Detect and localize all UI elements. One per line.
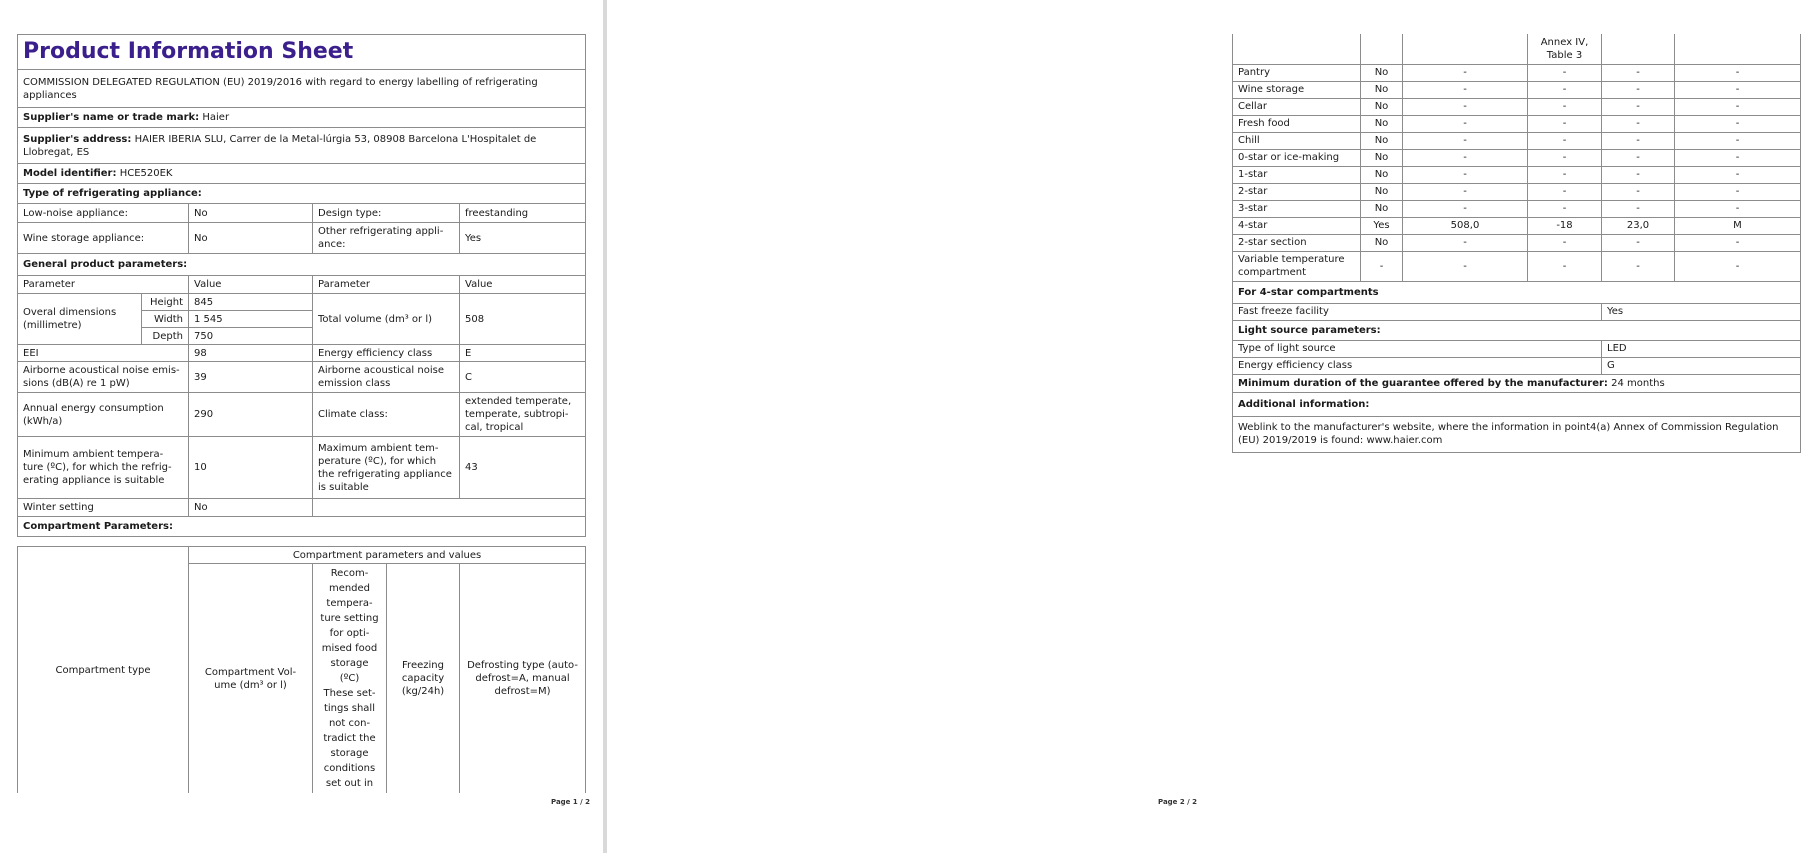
compartment-present: No: [1361, 234, 1403, 251]
compartment-heading: Compartment Parameters:: [18, 517, 586, 537]
compartment-volume: -: [1403, 81, 1528, 98]
climate-value: extended temperate, temperate, subtropi-cal, tropical: [460, 393, 586, 437]
compartment-freezing: -: [1602, 98, 1675, 115]
depth-value: 750: [189, 328, 313, 345]
compartment-present: No: [1361, 149, 1403, 166]
compartment-temp: -: [1528, 251, 1602, 281]
noise-label: Airborne acoustical noise emis-sions (dB(A) re 1 pW): [18, 362, 189, 393]
compartment-name: Cellar: [1233, 98, 1361, 115]
compartment-temp: -: [1528, 132, 1602, 149]
compartment-defrost: -: [1675, 98, 1801, 115]
width-label: Width: [142, 311, 189, 328]
light-heading: Light source parameters:: [1233, 320, 1801, 340]
compartment-freezing: -: [1602, 234, 1675, 251]
compartment-defrost: -: [1675, 132, 1801, 149]
compartment-temp: -: [1528, 234, 1602, 251]
compartment-present: -: [1361, 251, 1403, 281]
compartment-name: Chill: [1233, 132, 1361, 149]
col-parameter-2: Parameter: [313, 276, 460, 294]
table-row: [1233, 115, 1801, 132]
compartment-present: No: [1361, 166, 1403, 183]
compartment-volume: -: [1403, 132, 1528, 149]
compartment-present: Yes: [1361, 217, 1403, 234]
page-number-1: Page 1 / 2: [551, 798, 591, 806]
col-value-2: Value: [460, 276, 586, 294]
compartment-volume: 508,0: [1403, 217, 1528, 234]
compartment-temp: -: [1528, 81, 1602, 98]
compartment-present: No: [1361, 64, 1403, 81]
light-type-label: Type of light source: [1233, 340, 1602, 357]
height-label: Height: [142, 294, 189, 311]
table-row: [1233, 217, 1801, 234]
compartment-rows: [1233, 64, 1801, 281]
compartment-name: 2-star: [1233, 183, 1361, 200]
energy-class-label: Energy efficiency class: [313, 345, 460, 362]
compartment-temp: -: [1528, 115, 1602, 132]
annual-value: 290: [189, 393, 313, 437]
compartment-present: No: [1361, 115, 1403, 132]
page-2: [607, 0, 1779, 853]
regulation-text: COMMISSION DELEGATED REGULATION (EU) 2019/2016 with regard to energy labelling of refrigerating appliances: [18, 70, 586, 108]
design-type-label: Design type:: [313, 204, 460, 223]
compartment-defrost: M: [1675, 217, 1801, 234]
compartment-freezing: -: [1602, 251, 1675, 281]
compartment-temp: -: [1528, 149, 1602, 166]
compartment-present: No: [1361, 98, 1403, 115]
min-temp-label: Minimum ambient tempera-ture (ºC), for which the refrig-erating appliance is suitable: [18, 437, 189, 499]
guarantee: Minimum duration of the guarantee offered by the manufacturer: 24 months: [1233, 374, 1801, 392]
compartment-name: 3-star: [1233, 200, 1361, 217]
fast-freeze-value: Yes: [1602, 303, 1801, 320]
wine-storage-value: No: [189, 223, 313, 254]
eei-label: EEI: [18, 345, 189, 362]
compartment-present: No: [1361, 200, 1403, 217]
low-noise-value: No: [189, 204, 313, 223]
annual-label: Annual energy consumption (kWh/a): [18, 393, 189, 437]
width-value: 1 545: [189, 311, 313, 328]
total-volume-value: 508: [460, 294, 586, 345]
comp-freezing-label: Freezing capacity (kg/24h): [387, 564, 460, 794]
table-row: [1233, 149, 1801, 166]
noise-value: 39: [189, 362, 313, 393]
header-empty-6: [1675, 34, 1801, 64]
winter-empty: [313, 499, 586, 517]
table-row: [1233, 64, 1801, 81]
compartment-freezing: -: [1602, 64, 1675, 81]
depth-label: Depth: [142, 328, 189, 345]
compartment-temp: -18: [1528, 217, 1602, 234]
model-identifier: Model identifier: HCE520EK: [18, 164, 586, 184]
table-row: [1233, 81, 1801, 98]
compartment-volume: -: [1403, 200, 1528, 217]
winter-label: Winter setting: [18, 499, 189, 517]
header-empty-2: [1361, 34, 1403, 64]
compartment-name: 2-star section: [1233, 234, 1361, 251]
comp-volume-label: Compartment Vol-ume (dm³ or l): [189, 564, 313, 794]
compartment-freezing: -: [1602, 183, 1675, 200]
compartment-freezing: -: [1602, 81, 1675, 98]
compartment-defrost: -: [1675, 200, 1801, 217]
compartment-temp: -: [1528, 166, 1602, 183]
compartment-defrost: -: [1675, 81, 1801, 98]
height-value: 845: [189, 294, 313, 311]
compartment-name: Pantry: [1233, 64, 1361, 81]
table-row: [1233, 183, 1801, 200]
compartment-freezing: -: [1602, 166, 1675, 183]
comp-temp-label: Recom-mended tempera-ture setting for opti-mised food storage (ºC): [320, 568, 379, 684]
page-1: [0, 0, 603, 853]
compartment-volume: -: [1403, 64, 1528, 81]
compartment-header-table: [17, 546, 586, 793]
compartment-temp: -: [1528, 64, 1602, 81]
compartment-name: 0-star or ice-making: [1233, 149, 1361, 166]
compartment-freezing: -: [1602, 115, 1675, 132]
compartment-volume: -: [1403, 149, 1528, 166]
col-value: Value: [189, 276, 313, 294]
dims-label: Overal dimensions (millimetre): [18, 294, 142, 345]
compartment-defrost: -: [1675, 234, 1801, 251]
compartment-freezing: -: [1602, 132, 1675, 149]
four-star-heading: For 4-star compartments: [1233, 281, 1801, 303]
col-parameter: Parameter: [18, 276, 189, 294]
additional-heading: Additional information:: [1233, 392, 1801, 416]
header-empty-5: [1602, 34, 1675, 64]
compartment-defrost: -: [1675, 115, 1801, 132]
compartment-values-table: [1232, 34, 1801, 453]
supplier-address: Supplier's address: HAIER IBERIA SLU, Carrer de la Metal-lúrgia 53, 08908 Barcelona L'Hospitalet de Llobregat, ES: [18, 128, 586, 164]
general-heading: General product parameters:: [18, 254, 586, 276]
fast-freeze-label: Fast freeze facility: [1233, 303, 1602, 320]
supplier-name: Supplier's name or trade mark: Haier: [18, 108, 586, 128]
compartment-volume: -: [1403, 234, 1528, 251]
compartment-defrost: -: [1675, 183, 1801, 200]
page-title: Product Information Sheet: [18, 35, 586, 70]
compartment-volume: -: [1403, 183, 1528, 200]
compartment-name: Variable temperature compartment: [1233, 251, 1361, 281]
compartment-volume: -: [1403, 166, 1528, 183]
compartment-defrost: -: [1675, 64, 1801, 81]
compartment-present: No: [1361, 132, 1403, 149]
page-number-2: Page 2 / 2: [1158, 798, 1198, 806]
compartment-name: 1-star: [1233, 166, 1361, 183]
eei-value: 98: [189, 345, 313, 362]
compartment-freezing: -: [1602, 149, 1675, 166]
max-temp-label: Maximum ambient tem-perature (ºC), for which the refrigerating appliance is suitable: [313, 437, 460, 499]
comp-temp-note: These set-tings shall not con-tradict the storage conditions set out in: [323, 688, 376, 789]
header-empty-1: [1233, 34, 1361, 64]
light-class-value: G: [1602, 357, 1801, 374]
max-temp-value: 43: [460, 437, 586, 499]
comp-defrost-label: Defrosting type (auto-defrost=A, manual defrost=M): [460, 564, 586, 794]
comp-params-values: Compartment parameters and values: [189, 547, 586, 564]
compartment-volume: -: [1403, 98, 1528, 115]
other-refrig-value: Yes: [460, 223, 586, 254]
weblink[interactable]: www.haier.com: [1366, 435, 1443, 446]
compartment-volume: -: [1403, 251, 1528, 281]
weblink-cell: Weblink to the manufacturer's website, where the information in point4(a) Annex of Commission Regulation (EU) 2019/2019 is found: www.haier.com: [1233, 416, 1801, 452]
table-row: [1233, 200, 1801, 217]
header-empty-3: [1403, 34, 1528, 64]
type-heading: Type of refrigerating appliance:: [18, 184, 586, 204]
noise-class-label: Airborne acoustical noise emission class: [313, 362, 460, 393]
climate-label: Climate class:: [313, 393, 460, 437]
min-temp-value: 10: [189, 437, 313, 499]
compartment-freezing: -: [1602, 200, 1675, 217]
compartment-temp: -: [1528, 98, 1602, 115]
low-noise-label: Low-noise appliance:: [18, 204, 189, 223]
table-row: [1233, 132, 1801, 149]
table-row: [1233, 251, 1801, 281]
noise-class-value: C: [460, 362, 586, 393]
annex-note: Annex IV, Table 3: [1528, 34, 1602, 64]
table-row: [1233, 98, 1801, 115]
compartment-defrost: -: [1675, 166, 1801, 183]
comp-temp-cell: [313, 564, 387, 794]
design-type-value: freestanding: [460, 204, 586, 223]
compartment-temp: -: [1528, 200, 1602, 217]
compartment-name: Wine storage: [1233, 81, 1361, 98]
comp-type-label: Compartment type: [18, 547, 189, 794]
light-type-value: LED: [1602, 340, 1801, 357]
compartment-name: 4-star: [1233, 217, 1361, 234]
compartment-defrost: -: [1675, 149, 1801, 166]
compartment-freezing: 23,0: [1602, 217, 1675, 234]
product-info-table: [17, 34, 586, 537]
total-volume-label: Total volume (dm³ or l): [313, 294, 460, 345]
energy-class-value: E: [460, 345, 586, 362]
compartment-name: Fresh food: [1233, 115, 1361, 132]
table-row: [1233, 234, 1801, 251]
winter-value: No: [189, 499, 313, 517]
wine-storage-label: Wine storage appliance:: [18, 223, 189, 254]
light-class-label: Energy efficiency class: [1233, 357, 1602, 374]
compartment-present: No: [1361, 183, 1403, 200]
other-refrig-label: Other refrigerating appli-ance:: [313, 223, 460, 254]
compartment-defrost: -: [1675, 251, 1801, 281]
compartment-present: No: [1361, 81, 1403, 98]
compartment-volume: -: [1403, 115, 1528, 132]
table-row: [1233, 166, 1801, 183]
compartment-temp: -: [1528, 183, 1602, 200]
